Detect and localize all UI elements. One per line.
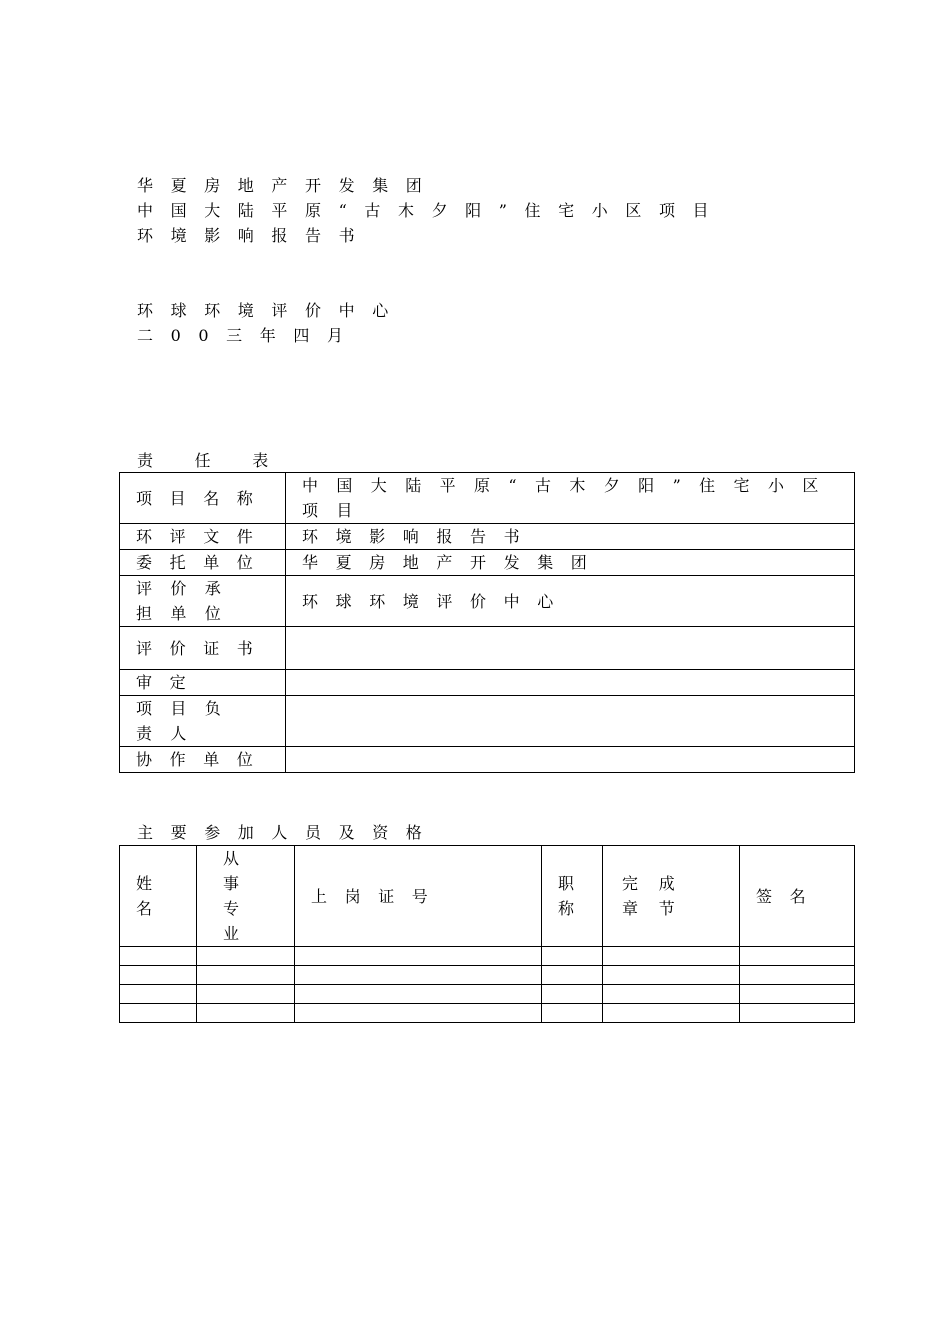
table-cell xyxy=(197,1004,295,1023)
table-cell xyxy=(542,966,603,985)
table-cell xyxy=(740,966,855,985)
table-cell xyxy=(603,966,740,985)
header-title: 职称 xyxy=(542,846,603,947)
value-cell: 环球环境评价中心 xyxy=(286,576,855,627)
table-row xyxy=(120,985,855,1004)
table-cell xyxy=(120,966,197,985)
value-cell xyxy=(286,696,855,747)
table-cell xyxy=(197,985,295,1004)
table-cell xyxy=(120,1004,197,1023)
cover-project: 中国大陆平原“古木夕阳”住宅小区项目 xyxy=(137,201,727,220)
header-cert-no: 上岗证号 xyxy=(295,846,542,947)
table-cell xyxy=(295,966,542,985)
cover-doc-type: 环境影响报告书 xyxy=(137,226,373,245)
table-cell xyxy=(542,1004,603,1023)
table-cell xyxy=(542,947,603,966)
responsibility-title: 责任表 xyxy=(137,451,310,470)
value-cell xyxy=(286,627,855,670)
table-row xyxy=(120,627,855,670)
table-cell xyxy=(603,947,740,966)
table-row xyxy=(120,966,855,985)
table-cell xyxy=(120,985,197,1004)
label-cell: 协作单位 xyxy=(120,747,286,773)
cover-client: 华夏房地产开发集团 xyxy=(137,176,440,195)
header-signature: 签名 xyxy=(740,846,855,947)
table-row xyxy=(120,696,855,747)
header-specialty: 从事专业 xyxy=(197,846,295,947)
value-cell: 环境影响报告书 xyxy=(286,524,855,550)
table-row xyxy=(120,947,855,966)
cover-org: 环球环境评价中心 xyxy=(137,301,406,320)
table-cell xyxy=(740,947,855,966)
table-row xyxy=(120,747,855,773)
value-cell xyxy=(286,670,855,696)
staff-table xyxy=(119,845,855,1023)
cover-date: 二00三年四月 xyxy=(137,326,361,345)
value-cell: 华夏房地产开发集团 xyxy=(286,550,855,576)
table-header-row xyxy=(120,846,855,947)
label-cell: 环评文件 xyxy=(120,524,286,550)
table-cell xyxy=(603,985,740,1004)
table-cell xyxy=(295,1004,542,1023)
table-cell xyxy=(740,1004,855,1023)
table-row xyxy=(120,1004,855,1023)
label-cell: 项目名称 xyxy=(120,473,286,524)
table-cell xyxy=(740,985,855,1004)
table-cell xyxy=(197,947,295,966)
label-cell: 评价承担单位 xyxy=(120,576,286,627)
table-row xyxy=(120,524,855,550)
table-row xyxy=(120,473,855,524)
value-cell xyxy=(286,747,855,773)
table-cell xyxy=(197,966,295,985)
header-chapters: 完成章节 xyxy=(603,846,740,947)
staff-title: 主要参加人员及资格 xyxy=(137,823,440,842)
table-cell xyxy=(120,947,197,966)
label-cell: 项目负责人 xyxy=(120,696,286,747)
label-cell: 评价证书 xyxy=(120,627,286,670)
table-cell xyxy=(295,947,542,966)
header-name: 姓名 xyxy=(120,846,197,947)
responsibility-table xyxy=(119,472,855,773)
table-cell xyxy=(295,985,542,1004)
value-cell: 中国大陆平原“古木夕阳”住宅小区项目 xyxy=(286,473,855,524)
table-cell xyxy=(603,1004,740,1023)
table-row xyxy=(120,550,855,576)
label-cell: 审定 xyxy=(120,670,286,696)
table-row xyxy=(120,670,855,696)
table-cell xyxy=(542,985,603,1004)
table-row xyxy=(120,576,855,627)
label-cell: 委托单位 xyxy=(120,550,286,576)
